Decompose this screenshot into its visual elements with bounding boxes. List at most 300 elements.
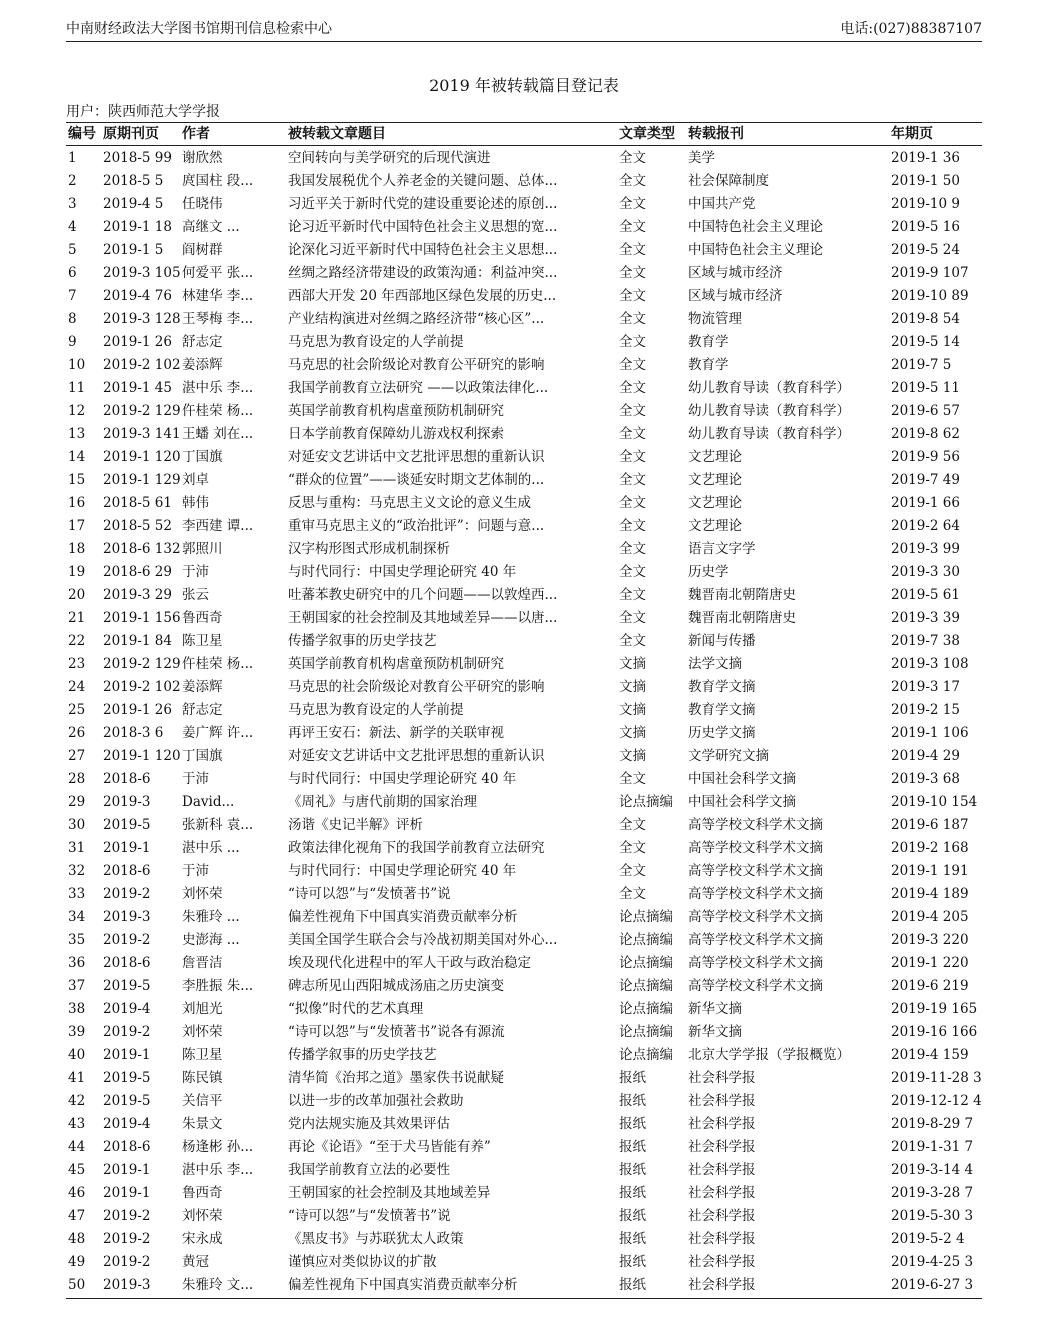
issue-page: 2019-9 56 — [891, 449, 960, 465]
article-type: 全文 — [619, 426, 646, 442]
article-title: 对延安文艺讲话中文艺批评思想的重新认识 — [288, 449, 545, 465]
author: 韩伟 — [182, 495, 209, 511]
reprint-journal: 高等学校文科学术文摘 — [688, 978, 823, 994]
header-phone: 电话:(027)88387107 — [840, 21, 982, 37]
article-title: 偏差性视角下中国真实消费贡献率分析 — [288, 1277, 518, 1293]
row-number: 19 — [68, 564, 86, 580]
article-title: 产业结构演进对丝绸之路经济带“核心区”... — [288, 311, 545, 327]
article-type: 全文 — [619, 449, 646, 465]
source-page: 2018-5 5 — [103, 173, 164, 189]
row-number: 2 — [68, 173, 77, 189]
reprint-journal: 社会科学报 — [688, 1231, 756, 1247]
table-row — [66, 745, 982, 768]
source-page: 2019-2 102 — [103, 679, 181, 695]
author: 于沛 — [182, 771, 209, 787]
article-title: 丝绸之路经济带建设的政策沟通：利益冲突... — [288, 265, 558, 281]
table-row — [66, 860, 982, 883]
article-title: 我国学前教育立法的必要性 — [288, 1162, 450, 1178]
table-row — [66, 722, 982, 745]
article-type: 全文 — [619, 840, 646, 856]
source-page: 2018-6 — [103, 863, 151, 879]
issue-page: 2019-6 57 — [891, 403, 960, 419]
reprint-journal: 社会保障制度 — [688, 173, 769, 189]
article-title: 日本学前教育保障幼儿游戏权利探索 — [288, 426, 504, 442]
row-number: 41 — [68, 1070, 86, 1086]
article-title: 清华简《治邦之道》墨家佚书说献疑 — [288, 1070, 504, 1086]
author: 张云 — [182, 587, 209, 603]
issue-page: 2019-10 154 — [891, 794, 978, 810]
reprint-journal: 高等学校文科学术文摘 — [688, 863, 823, 879]
source-page: 2018-5 61 — [103, 495, 172, 511]
row-number: 12 — [68, 403, 86, 419]
table-row — [66, 561, 982, 584]
issue-page: 2019-5-30 3 — [891, 1208, 974, 1224]
row-number: 29 — [68, 794, 86, 810]
author: 高继文 ... — [182, 219, 240, 235]
article-title: 英国学前教育机构虐童预防机制研究 — [288, 403, 504, 419]
reprint-journal: 文艺理论 — [688, 449, 742, 465]
header-divider — [66, 41, 982, 42]
table-row — [66, 1090, 982, 1113]
author: 仵桂荣 杨... — [182, 403, 254, 419]
author: 湛中乐 李... — [182, 380, 254, 396]
issue-page: 2019-10 89 — [891, 288, 969, 304]
table-row — [66, 170, 982, 193]
author: 詹晋洁 — [182, 955, 223, 971]
article-title: 再评王安石：新法、新学的关联审视 — [288, 725, 504, 741]
reprint-journal: 幼儿教育导读（教育科学） — [688, 403, 850, 419]
reprint-journal: 中国共产党 — [688, 196, 756, 212]
page-title: 2019 年被转载篇目登记表 — [429, 76, 619, 95]
author: 丁国旗 — [182, 748, 223, 764]
article-title: 马克思为教育设定的人学前提 — [288, 334, 464, 350]
issue-page: 2019-4 159 — [891, 1047, 969, 1063]
table-row — [66, 929, 982, 952]
row-number: 34 — [68, 909, 86, 925]
table-row — [66, 1274, 982, 1297]
table-row — [66, 768, 982, 791]
article-type: 报纸 — [619, 1208, 646, 1224]
issue-page: 2019-5 14 — [891, 334, 960, 350]
table-row — [66, 883, 982, 906]
table-body — [66, 147, 982, 1297]
table-row — [66, 1044, 982, 1067]
header-institution: 中南财经政法大学图书馆期刊信息检索中心 — [66, 21, 332, 37]
issue-page: 2019-8 62 — [891, 426, 960, 442]
row-number: 26 — [68, 725, 86, 741]
table-row — [66, 607, 982, 630]
table-row — [66, 262, 982, 285]
row-number: 13 — [68, 426, 86, 442]
article-title: 空间转向与美学研究的后现代演进 — [288, 150, 491, 166]
user-label: 用户：陕西师范大学学报 — [66, 104, 220, 120]
source-page: 2019-1 5 — [103, 242, 164, 258]
source-page: 2019-2 — [103, 1231, 151, 1247]
issue-page: 2019-1-31 7 — [891, 1139, 974, 1155]
source-page: 2019-1 26 — [103, 334, 172, 350]
issue-page: 2019-4 29 — [891, 748, 960, 764]
article-title: 碑志所见山西阳城成汤庙之历史演变 — [288, 978, 504, 994]
article-type: 全文 — [619, 334, 646, 350]
table-bottom-rule — [66, 1298, 982, 1299]
author: 庹国柱 段... — [182, 173, 254, 189]
issue-page: 2019-4 189 — [891, 886, 969, 902]
reprint-journal: 新华文摘 — [688, 1024, 742, 1040]
reprint-journal: 魏晋南北朝隋唐史 — [688, 610, 796, 626]
reprint-journal: 文艺理论 — [688, 495, 742, 511]
table-row — [66, 469, 982, 492]
issue-page: 2019-3 30 — [891, 564, 960, 580]
article-title: 埃及现代化进程中的军人干政与政治稳定 — [288, 955, 531, 971]
table-row — [66, 216, 982, 239]
article-type: 报纸 — [619, 1093, 646, 1109]
row-number: 21 — [68, 610, 86, 626]
issue-page: 2019-8-29 7 — [891, 1116, 974, 1132]
row-number: 35 — [68, 932, 86, 948]
reprint-journal: 社会科学报 — [688, 1162, 756, 1178]
reprint-journal: 幼儿教育导读（教育科学） — [688, 426, 850, 442]
table-row — [66, 791, 982, 814]
source-page: 2019-5 — [103, 1093, 151, 1109]
article-title: 再论《论语》“至于犬马皆能有养” — [288, 1139, 491, 1155]
reprint-journal: 法学文摘 — [688, 656, 742, 672]
article-title: 以进一步的改革加强社会救助 — [288, 1093, 464, 1109]
article-title: “诗可以怨”与“发愤著书”说 — [288, 1208, 451, 1224]
issue-page: 2019-3 17 — [891, 679, 960, 695]
reprint-journal: 教育学文摘 — [688, 702, 756, 718]
article-type: 全文 — [619, 311, 646, 327]
author: 陈民镇 — [182, 1070, 223, 1086]
article-title: 《周礼》与唐代前期的国家治理 — [288, 794, 477, 810]
article-title: 反思与重构：马克思主义文论的意义生成 — [288, 495, 531, 511]
source-page: 2018-6 — [103, 1139, 151, 1155]
article-type: 全文 — [619, 886, 646, 902]
author: 刘怀荣 — [182, 1208, 223, 1224]
table-row — [66, 1113, 982, 1136]
article-title: 马克思为教育设定的人学前提 — [288, 702, 464, 718]
issue-page: 2019-4 205 — [891, 909, 969, 925]
source-page: 2019-1 — [103, 1047, 151, 1063]
reprint-journal: 区域与城市经济 — [688, 288, 783, 304]
source-page: 2019-3 — [103, 909, 151, 925]
issue-page: 2019-5 61 — [891, 587, 960, 603]
source-page: 2019-2 — [103, 886, 151, 902]
table-row — [66, 814, 982, 837]
source-page: 2019-5 — [103, 817, 151, 833]
author: 刘旭光 — [182, 1001, 223, 1017]
row-number: 11 — [68, 380, 86, 396]
source-page: 2019-5 — [103, 1070, 151, 1086]
article-title: 谨慎应对类似协议的扩散 — [288, 1254, 437, 1270]
col-header-author: 作者 — [182, 126, 210, 142]
article-title: 传播学叙事的历史学技艺 — [288, 1047, 437, 1063]
col-header-reprint-journal: 转载报刊 — [688, 126, 744, 142]
reprint-journal: 高等学校文科学术文摘 — [688, 909, 823, 925]
reprint-journal: 高等学校文科学术文摘 — [688, 932, 823, 948]
article-title: 西部大开发 20 年西部地区绿色发展的历史... — [288, 288, 557, 304]
article-type: 论点摘编 — [619, 932, 673, 948]
author: 湛中乐 李... — [182, 1162, 254, 1178]
article-title: “群众的位置”——谈延安时期文艺体制的... — [288, 472, 545, 488]
table-row — [66, 354, 982, 377]
col-header-issue-page: 年期页 — [891, 126, 933, 142]
issue-page: 2019-1 191 — [891, 863, 969, 879]
row-number: 22 — [68, 633, 86, 649]
row-number: 3 — [68, 196, 77, 212]
issue-page: 2019-5-2 4 — [891, 1231, 965, 1247]
article-title: 马克思的社会阶级论对教育公平研究的影响 — [288, 679, 545, 695]
row-number: 1 — [68, 150, 77, 166]
author: 湛中乐 ... — [182, 840, 240, 856]
row-number: 10 — [68, 357, 86, 373]
reprint-journal: 幼儿教育导读（教育科学） — [688, 380, 850, 396]
row-number: 8 — [68, 311, 77, 327]
issue-page: 2019-9 107 — [891, 265, 969, 281]
article-type: 全文 — [619, 863, 646, 879]
source-page: 2019-4 — [103, 1116, 151, 1132]
table-header — [66, 123, 982, 145]
article-type: 全文 — [619, 242, 646, 258]
source-page: 2018-6 — [103, 955, 151, 971]
reprint-journal: 社会科学报 — [688, 1277, 756, 1293]
table-row — [66, 653, 982, 676]
article-type: 文摘 — [619, 702, 646, 718]
source-page: 2019-3 141 — [103, 426, 181, 442]
row-number: 48 — [68, 1231, 86, 1247]
author: 于沛 — [182, 564, 209, 580]
reprint-journal: 新华文摘 — [688, 1001, 742, 1017]
author: 刘卓 — [182, 472, 209, 488]
author: 陈卫星 — [182, 1047, 223, 1063]
reprint-journal: 中国社会科学文摘 — [688, 794, 796, 810]
author: 舒志定 — [182, 702, 223, 718]
article-type: 全文 — [619, 587, 646, 603]
article-type: 论点摘编 — [619, 1047, 673, 1063]
article-type: 全文 — [619, 518, 646, 534]
reprint-journal: 中国特色社会主义理论 — [688, 242, 823, 258]
reprint-journal: 高等学校文科学术文摘 — [688, 840, 823, 856]
row-number: 5 — [68, 242, 77, 258]
source-page: 2019-1 — [103, 1185, 151, 1201]
issue-page: 2019-16 166 — [891, 1024, 978, 1040]
issue-page: 2019-3 68 — [891, 771, 960, 787]
reprint-journal: 社会科学报 — [688, 1139, 756, 1155]
row-number: 42 — [68, 1093, 86, 1109]
source-page: 2019-2 129 — [103, 403, 181, 419]
article-type: 报纸 — [619, 1254, 646, 1270]
article-type: 论点摘编 — [619, 794, 673, 810]
source-page: 2019-3 29 — [103, 587, 172, 603]
issue-page: 2019-11-28 3 — [891, 1070, 982, 1086]
article-title: 汤谐《史记半解》评析 — [288, 817, 423, 833]
author: 谢欣然 — [182, 150, 223, 166]
issue-page: 2019-5 16 — [891, 219, 960, 235]
article-type: 全文 — [619, 472, 646, 488]
article-type: 报纸 — [619, 1231, 646, 1247]
article-type: 论点摘编 — [619, 955, 673, 971]
source-page: 2019-4 5 — [103, 196, 164, 212]
col-header-source-page: 原期刊页 — [103, 126, 159, 142]
table-row — [66, 837, 982, 860]
article-type: 报纸 — [619, 1070, 646, 1086]
source-page: 2019-1 45 — [103, 380, 172, 396]
issue-page: 2019-5 11 — [891, 380, 960, 396]
table-row — [66, 699, 982, 722]
article-type: 全文 — [619, 403, 646, 419]
article-title: 《黑皮书》与苏联犹太人政策 — [288, 1231, 464, 1247]
row-number: 25 — [68, 702, 86, 718]
source-page: 2019-3 — [103, 794, 151, 810]
source-page: 2019-2 — [103, 1254, 151, 1270]
source-page: 2019-2 — [103, 1208, 151, 1224]
author: 王琴梅 李... — [182, 311, 254, 327]
issue-page: 2019-1 36 — [891, 150, 960, 166]
author: 鲁西奇 — [182, 610, 223, 626]
reprint-journal: 文学研究文摘 — [688, 748, 769, 764]
author: 朱景文 — [182, 1116, 223, 1132]
article-type: 文摘 — [619, 656, 646, 672]
issue-page: 2019-4-25 3 — [891, 1254, 974, 1270]
table-row — [66, 377, 982, 400]
reprint-journal: 魏晋南北朝隋唐史 — [688, 587, 796, 603]
row-number: 18 — [68, 541, 86, 557]
article-type: 论点摘编 — [619, 1001, 673, 1017]
row-number: 49 — [68, 1254, 86, 1270]
article-type: 全文 — [619, 357, 646, 373]
row-number: 45 — [68, 1162, 86, 1178]
table-row — [66, 975, 982, 998]
issue-page: 2019-2 168 — [891, 840, 969, 856]
issue-page: 2019-3 99 — [891, 541, 960, 557]
article-type: 全文 — [619, 150, 646, 166]
article-title: 吐蕃苯教史研究中的几个问题——以敦煌西... — [288, 587, 558, 603]
article-type: 论点摘编 — [619, 978, 673, 994]
col-header-number: 编号 — [68, 126, 96, 142]
author: 阎树群 — [182, 242, 223, 258]
article-type: 全文 — [619, 817, 646, 833]
article-type: 全文 — [619, 380, 646, 396]
reprint-journal: 北京大学学报（学报概览） — [688, 1047, 850, 1063]
article-type: 全文 — [619, 564, 646, 580]
table-row — [66, 193, 982, 216]
author: 丁国旗 — [182, 449, 223, 465]
author: 李西建 谭... — [182, 518, 254, 534]
row-number: 14 — [68, 449, 86, 465]
source-page: 2019-2 102 — [103, 357, 181, 373]
author: 史澎海 ... — [182, 932, 240, 948]
table-row — [66, 515, 982, 538]
table-row — [66, 308, 982, 331]
author: 关信平 — [182, 1093, 223, 1109]
article-type: 全文 — [619, 288, 646, 304]
issue-page: 2019-10 9 — [891, 196, 960, 212]
author: 于沛 — [182, 863, 209, 879]
col-header-article-title: 被转载文章题目 — [288, 126, 386, 142]
table-row — [66, 331, 982, 354]
row-number: 15 — [68, 472, 86, 488]
reprint-journal: 文艺理论 — [688, 518, 742, 534]
table-row — [66, 1251, 982, 1274]
row-number: 33 — [68, 886, 86, 902]
table-row — [66, 676, 982, 699]
issue-page: 2019-7 5 — [891, 357, 952, 373]
issue-page: 2019-2 64 — [891, 518, 960, 534]
source-page: 2019-1 129 — [103, 472, 181, 488]
row-number: 4 — [68, 219, 77, 235]
row-number: 28 — [68, 771, 86, 787]
issue-page: 2019-1 66 — [891, 495, 960, 511]
table-row — [66, 423, 982, 446]
row-number: 24 — [68, 679, 86, 695]
author: 朱雅玲 文... — [182, 1277, 254, 1293]
reprint-journal: 社会科学报 — [688, 1254, 756, 1270]
row-number: 44 — [68, 1139, 86, 1155]
article-type: 全文 — [619, 173, 646, 189]
article-type: 全文 — [619, 196, 646, 212]
author: 朱雅玲 ... — [182, 909, 240, 925]
article-title: “拟像”时代的艺术真理 — [288, 1001, 424, 1017]
reprint-journal: 物流管理 — [688, 311, 742, 327]
article-title: 传播学叙事的历史学技艺 — [288, 633, 437, 649]
article-title: 论习近平新时代中国特色社会主义思想的宽... — [288, 219, 558, 235]
issue-page: 2019-7 49 — [891, 472, 960, 488]
row-number: 9 — [68, 334, 77, 350]
author: 舒志定 — [182, 334, 223, 350]
issue-page: 2019-8 54 — [891, 311, 960, 327]
table-row — [66, 1067, 982, 1090]
page-header — [66, 18, 982, 40]
issue-page: 2019-3-28 7 — [891, 1185, 974, 1201]
author: 鲁西奇 — [182, 1185, 223, 1201]
article-type: 全文 — [619, 610, 646, 626]
article-title: 与时代同行：中国史学理论研究 40 年 — [288, 863, 517, 879]
article-title: 与时代同行：中国史学理论研究 40 年 — [288, 771, 517, 787]
issue-page: 2019-1 106 — [891, 725, 969, 741]
source-page: 2019-4 — [103, 1001, 151, 1017]
source-page: 2019-3 128 — [103, 311, 181, 327]
article-title: 党内法规实施及其效果评估 — [288, 1116, 450, 1132]
table-row — [66, 1228, 982, 1251]
source-page: 2019-2 — [103, 1024, 151, 1040]
source-page: 2019-1 18 — [103, 219, 172, 235]
article-title: 重审马克思主义的“政治批评”：问题与意... — [288, 518, 545, 534]
row-number: 30 — [68, 817, 86, 833]
article-type: 报纸 — [619, 1277, 646, 1293]
article-type: 文摘 — [619, 679, 646, 695]
table-row — [66, 906, 982, 929]
reprint-journal: 中国社会科学文摘 — [688, 771, 796, 787]
row-number: 17 — [68, 518, 86, 534]
issue-page: 2019-1 220 — [891, 955, 969, 971]
author: 姜广辉 许... — [182, 725, 254, 741]
article-title: “诗可以怨”与“发愤著书”说 — [288, 886, 451, 902]
reprint-journal: 中国特色社会主义理论 — [688, 219, 823, 235]
article-type: 文摘 — [619, 725, 646, 741]
source-page: 2018-6 132 — [103, 541, 181, 557]
author: 刘怀荣 — [182, 886, 223, 902]
author: 宋永成 — [182, 1231, 223, 1247]
article-type: 全文 — [619, 771, 646, 787]
source-page: 2018-6 29 — [103, 564, 172, 580]
article-title: 政策法律化视角下的我国学前教育立法研究 — [288, 840, 545, 856]
issue-page: 2019-5 24 — [891, 242, 960, 258]
article-type: 论点摘编 — [619, 1024, 673, 1040]
reprint-journal: 高等学校文科学术文摘 — [688, 886, 823, 902]
table-row — [66, 492, 982, 515]
table-row — [66, 1021, 982, 1044]
reprint-journal: 历史学文摘 — [688, 725, 756, 741]
row-number: 31 — [68, 840, 86, 856]
